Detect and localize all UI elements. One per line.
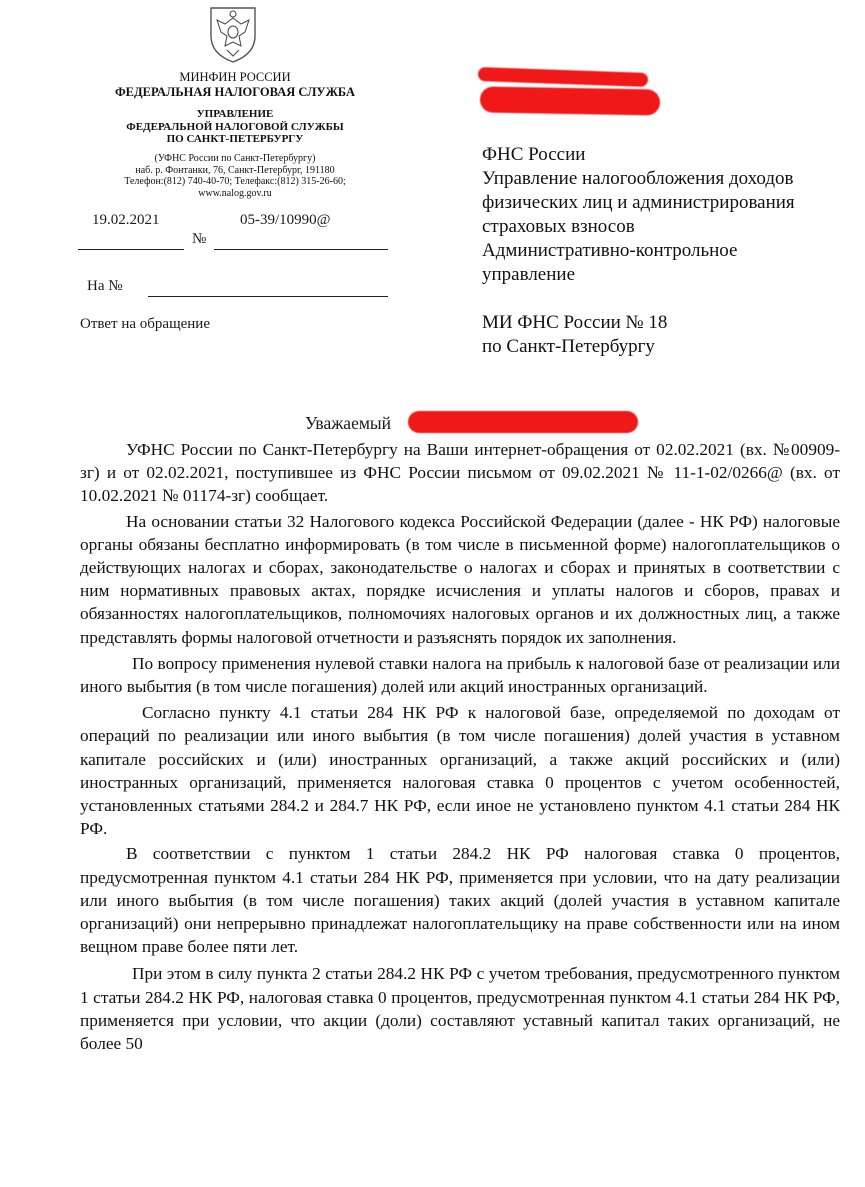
- salutation: Уважаемый: [305, 413, 392, 433]
- body-paragraph: УФНС России по Санкт-Петербургу на Ваши интернет-обращения от 02.02.2021 (вх. №00909-зг) и от 02.02.2021, поступившее из ФНС России письмом от 09.02.2021 № 11-1-02/0266@ (вх. от 10.02.2021 № 01174-зг) сообщает.: [80, 440, 840, 506]
- dept-line-3: ПО САНКТ-ПЕТЕРБУРГУ: [166, 133, 304, 145]
- letter-date: 19.02.2021: [92, 212, 160, 228]
- recipient-line: управление: [482, 264, 576, 285]
- date-underline: [78, 249, 184, 250]
- dept-line-2: ФЕДЕРАЛЬНОЙ НАЛОГОВОЙ СЛУЖБЫ: [126, 120, 344, 133]
- reference-label: На №: [87, 278, 123, 294]
- body-paragraph: В соответствии с пунктом 1 статьи 284.2 НК РФ налоговая ставка 0 процентов, предусмотренная пунктом 4.1 статьи 284 НК РФ, применяется при условии, что на дату реализации или иного выбытия (в том числе погашения) таких акций (долей участия в уставном капитале организаций) они непрерывно принадлежат налогоплательщику на праве собственности или на ином вещном праве более пяти лет.: [80, 844, 840, 957]
- issuer-address: [70, 153, 400, 199]
- recipient-line: ФНС России: [482, 144, 586, 165]
- addr-line-2: наб. р. Фонтанки, 76, Санкт-Петербург, 191180: [135, 164, 335, 176]
- issuer-department: [70, 108, 400, 146]
- ministry-line: МИНФИН РОССИИ: [179, 70, 291, 84]
- addr-line-1: (УФНС России по Санкт-Петербургу): [154, 153, 316, 164]
- recipient-line: Управление налогообложения доходов: [482, 168, 794, 189]
- redaction-mark: [478, 67, 648, 87]
- body-paragraph: По вопросу применения нулевой ставки налога на прибыль к налоговой базе от реализации или иного выбытия (в том числе погашения) долей или акций иностранных организаций.: [80, 653, 840, 697]
- number-sign: №: [192, 231, 207, 247]
- redaction-mark: [480, 86, 660, 115]
- body-paragraph: Согласно пункту 4.1 статьи 284 НК РФ к налоговой базе, определяемой по доходам от операций по реализации или иного выбытия (в том числе погашения) долей участия в уставном капитале российских и (или) иностранных организаций, а также акций российских и (или) иностранных организаций, применяется налоговая ставка 0 процентов с учетом особенностей, установленных статьями 284.2 и 284.7 НК РФ, если иное не установлено пунктом 4.1 статьи 284 НК РФ.: [80, 703, 840, 839]
- reference-underline: [148, 296, 388, 297]
- recipient-block: [482, 143, 852, 359]
- body-paragraph: На основании статьи 32 Налогового кодекса Российской Федерации (далее - НК РФ) налоговые органы обязаны бесплатно информировать (в том числе в письменной форме) налогоплательщиков о действующих налогах и сборах, законодательстве о налогах и сборах и принятых в соответствии с ним нормативных правовых актах, порядке исчисления и уплаты налогов и сборов, правах и обязанностях налогоплательщиков, полномочиях налоговых органов и их должностных лиц, а также представлять формы налоговой отчетности и разъяснять порядок их заполнения.: [80, 511, 840, 647]
- number-underline: [214, 249, 388, 250]
- issuer-ministry: [70, 70, 400, 100]
- service-line: ФЕДЕРАЛЬНАЯ НАЛОГОВАЯ СЛУЖБА: [114, 85, 356, 99]
- coat-of-arms-emblem: [205, 2, 261, 64]
- recipient-line: страховых взносов: [482, 216, 635, 237]
- addr-line-4: www.nalog.gov.ru: [198, 187, 272, 199]
- recipient-line: Административно-контрольное: [482, 240, 738, 261]
- body-paragraph: При этом в силу пункта 2 статьи 284.2 НК РФ с учетом требования, предусмотренного пунктом 1 статьи 284.2 НК РФ, налоговая ставка 0 процентов, предусмотренная пунктом 4.1 статьи 284 НК РФ, применяется при условии, что акции (доли) составляют уставный капитал таких организаций, не более 50: [80, 964, 840, 1054]
- letter-subject: Ответ на обращение: [80, 316, 210, 332]
- recipient-line: МИ ФНС России № 18: [482, 312, 668, 333]
- dept-line-1: УПРАВЛЕНИЕ: [196, 108, 274, 120]
- letter-body: [80, 438, 840, 1055]
- letter-number: 05-39/10990@: [240, 212, 331, 228]
- redaction-mark: [408, 411, 638, 433]
- recipient-line: по Санкт-Петербургу: [482, 336, 655, 357]
- addr-line-3: Телефон:(812) 740-40-70; Телефакс:(812) 315-26-60;: [124, 176, 346, 187]
- recipient-line: физических лиц и администрирования: [482, 192, 795, 213]
